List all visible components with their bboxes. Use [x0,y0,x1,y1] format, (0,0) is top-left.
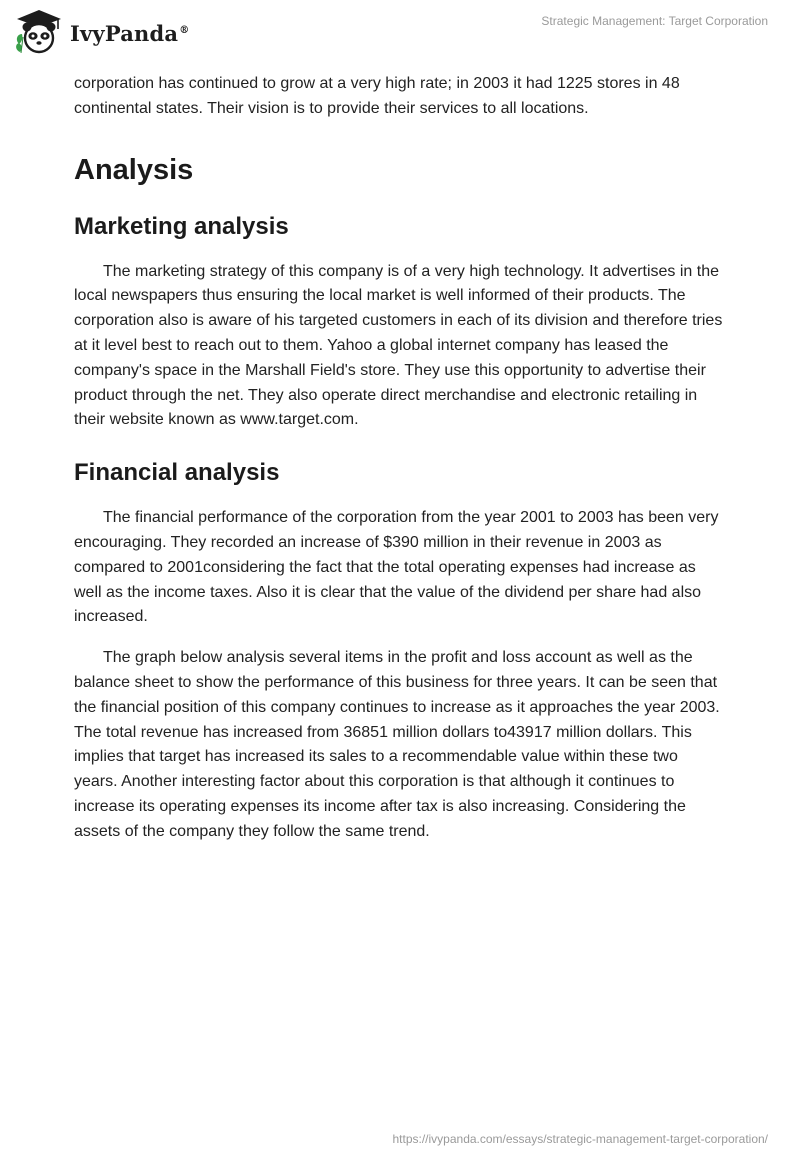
source-url-link[interactable]: https://ivypanda.com/essays/strategic-management-target-corporation/ [392,1132,768,1146]
marketing-analysis-heading: Marketing analysis [74,212,289,240]
page-header [0,0,800,64]
financial-paragraph-1: The financial performance of the corporation from the year 2001 to 2003 has been very encouraging. They recorded an increase of $390 million in their revenue in 2003 as compared to 2001considering the fact that the total operating expenses had increase as well as the income taxes. Also it is clear that the value of the dividend per share had also increased. [74,509,719,626]
financial-analysis-heading: Financial analysis [74,459,280,487]
essay-content [74,72,724,845]
document-title: Strategic Management: Target Corporation [541,14,768,28]
financial-paragraph-2: The graph below analysis several items in the profit and loss account as well as the balance sheet to show the performance of this business for three years. It can be seen that the financial position of this company continues to increase as it approaches the year 2003. The total revenue has increased from 36851 million dollars to43917 million dollars. This implies that target has increased its sales to a recommendable value within these two years. Another interesting factor about this corporation is that although it continues to increase its operating expenses its income after tax is also increasing. Considering the assets of the company they follow the same trend. [74,649,720,840]
analysis-heading: Analysis [74,153,194,186]
panda-graduate-icon [14,7,64,57]
ivypanda-logo[interactable] [14,8,189,56]
intro-paragraph: corporation has continued to grow at a very high rate; in 2003 it had 1225 stores in 48 continental states. Their vision is to provide their services to all locations. [74,75,680,117]
brand-name: IvyPanda® [70,20,190,46]
marketing-paragraph: The marketing strategy of this company is of a very high technology. It advertises in the local newspapers thus ensuring the local market is well informed of their products. The corporation also is aware of his targeted customers in each of its division and therefore tries at it level best to reach out to them. Yahoo a global internet company has leased the company's space in the Marshall Field's store. They use this opportunity to advertise their product through the net. They also operate direct merchandise and electronic retailing in their website known as www.target.com. [74,262,723,429]
registered-mark: ® [179,24,190,36]
